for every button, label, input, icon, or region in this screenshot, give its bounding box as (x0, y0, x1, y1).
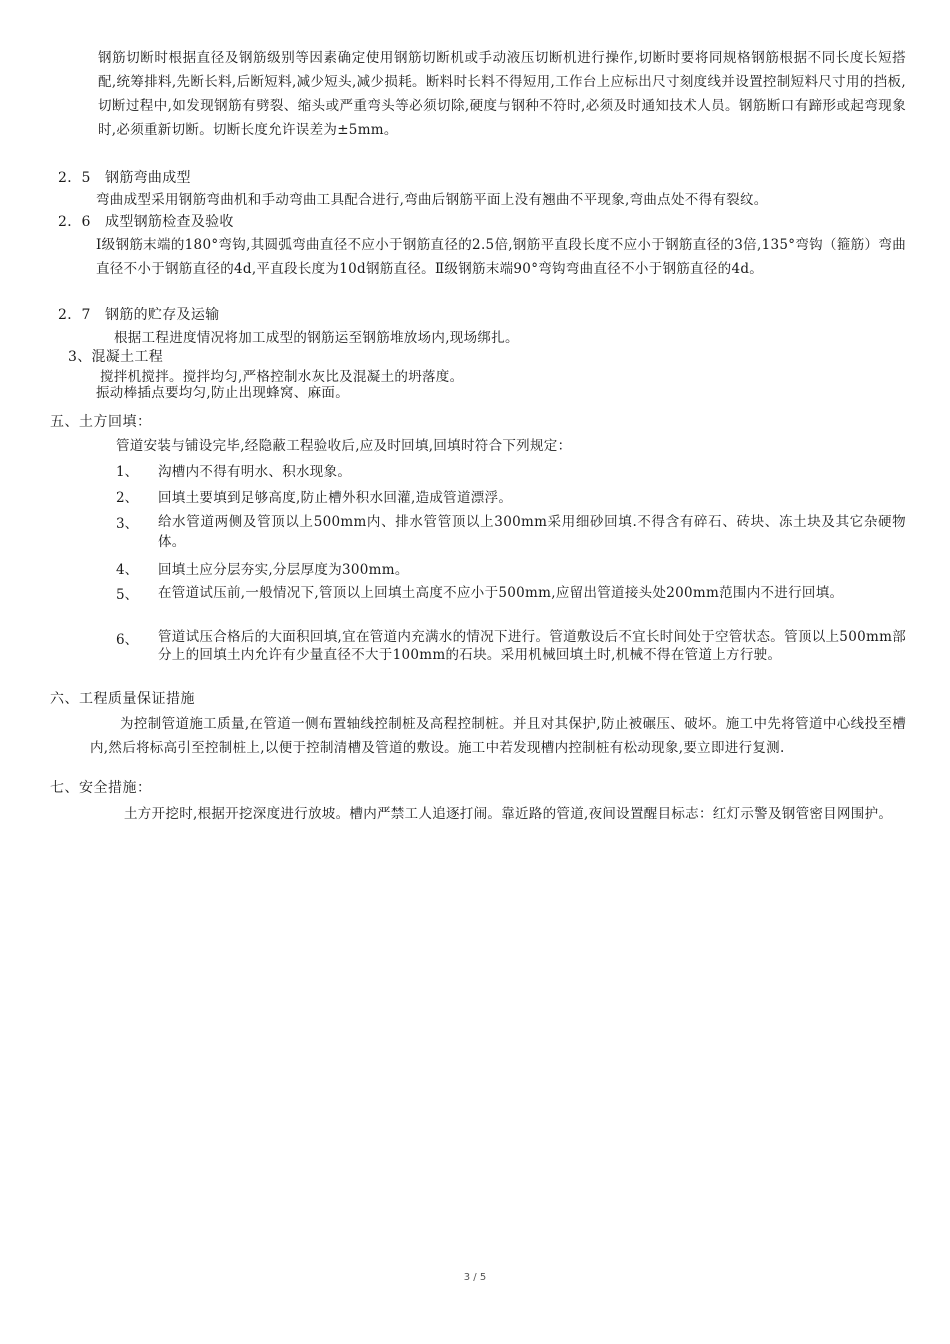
heading-section-6: 六、工程质量保证措施 (50, 691, 195, 707)
heading-2-6: 2．6 成型钢筋检查及验收 (58, 214, 234, 230)
list-item-number: 6、 (116, 632, 139, 648)
paragraph-section-6: 为控制管道施工质量,在管道一侧布置轴线控制桩及高程控制桩。并且对其保护,防止被碾压、破坏。施工中先将管道中心线投至槽内,然后将标高引至控制桩上,以便于控制清槽及管道的敷设。施工中若发现槽内控制桩有松动现象,要立即进行复测. (90, 716, 906, 756)
list-item-number: 5、 (116, 587, 139, 603)
heading-section-5: 五、土方回填： (50, 414, 152, 430)
list-item-number: 2、 (116, 490, 139, 506)
heading-2-7: 2．7 钢筋的贮存及运输 (58, 307, 220, 323)
page-number: 3 / 5 (463, 1272, 487, 1283)
list-item-number: 3、 (116, 516, 139, 532)
list-item-number: 4、 (116, 562, 139, 578)
list-item-text: 给水管道两侧及管顶以上500mm内、排水管管顶以上300mm采用细砂回填.不得含有碎石、砖块、冻土块及其它杂硬物体。 (158, 514, 906, 550)
paragraph-section-7: 土方开挖时,根据开挖深度进行放坡。槽内严禁工人追逐打闹。靠近路的管道,夜间设置醒目标志：红灯示警及钢管密目网围护。 (124, 806, 893, 822)
list-item-text: 回填土应分层夯实,分层厚度为300mm。 (158, 562, 409, 578)
heading-2-5: 2．5 钢筋弯曲成型 (58, 170, 191, 186)
list-item-number: 1、 (116, 464, 139, 480)
paragraph-2-5: 弯曲成型采用钢筋弯曲机和手动弯曲工具配合进行,弯曲后钢筋平面上没有翘曲不平现象,弯曲点处不得有裂纹。 (96, 192, 768, 208)
paragraph-3b: 振动棒插点要均匀,防止出现蜂窝、麻面。 (96, 385, 349, 401)
heading-section-7: 七、安全措施： (50, 780, 152, 796)
list-item-text: 沟槽内不得有明水、积水现象。 (158, 464, 352, 480)
paragraph-section-5: 管道安装与铺设完毕,经隐蔽工程验收后,应及时回填,回填时符合下列规定： (116, 438, 572, 454)
paragraph-2-7: 根据工程进度情况将加工成型的钢筋运至钢筋堆放场内,现场绑扎。 (114, 330, 519, 346)
paragraph-3a: 搅拌机搅拌。搅拌均匀,严格控制水灰比及混凝土的坍落度。 (100, 369, 464, 385)
list-item-text: 在管道试压前,一般情况下,管顶以上回填土高度不应小于500mm,应留出管道接头处200mm范围内不进行回填。 (158, 585, 844, 601)
paragraph-rebar-cutting: 钢筋切断时根据直径及钢筋级别等因素确定使用钢筋切断机或手动液压切断机进行操作,切断时要将同规格钢筋根据不同长度长短搭配,统筹排料,先断长料,后断短料,减少短头,减少损耗。断料时长料不得短用,工作台上应标出尺寸刻度线并设置控制短料尺寸用的挡板,切断过程中,如发现钢筋有劈裂、缩头或严重弯头等必须切除,硬度与钢种不符时,必须及时通知技术人员。钢筋断口有蹄形或起弯现象时,必须重新切断。切断长度允许误差为±5mm。 (98, 50, 906, 138)
heading-3: 3、混凝土工程 (68, 349, 164, 365)
paragraph-2-6: Ⅰ级钢筋末端的180°弯钩,其圆弧弯曲直径不应小于钢筋直径的2.5倍,钢筋平直段长度不应小于钢筋直径的3倍,135°弯钩（箍筋）弯曲直径不小于钢筋直径的4d,平直段长度为10d钢筋直径。Ⅱ级钢筋末端90°弯钩弯曲直径不小于钢筋直径的4d。 (96, 237, 906, 277)
list-item-text: 回填土要填到足够高度,防止槽外积水回灌,造成管道漂浮。 (158, 490, 513, 506)
list-item-text: 管道试压合格后的大面积回填,宜在管道内充满水的情况下进行。管道敷设后不宜长时间处于空管状态。管顶以上500mm部分上的回填土内允许有少量直径不大于100mm的石块。采用机械回填土时,机械不得在管道上方行驶。 (158, 629, 906, 663)
